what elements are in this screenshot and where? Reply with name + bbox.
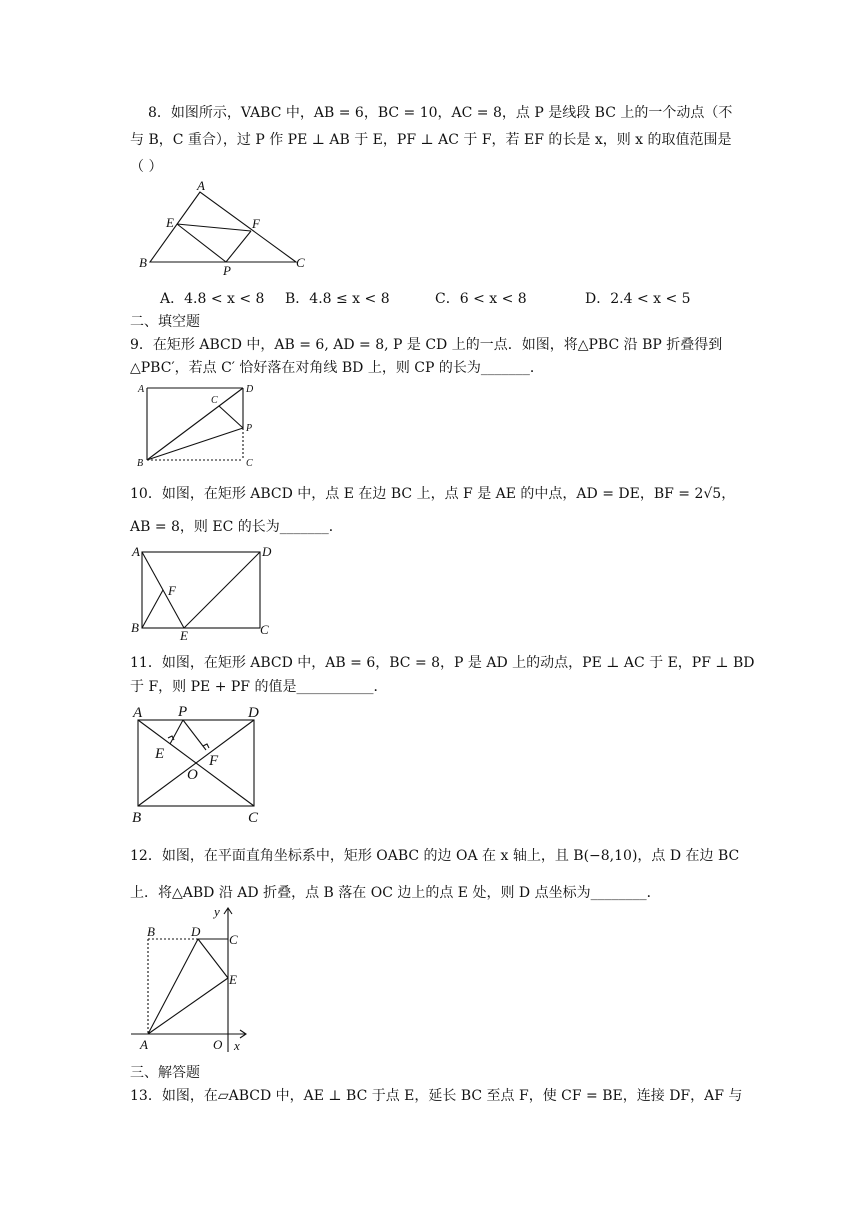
q8-label-f: F [252,216,260,231]
q9-text-line2: △PBC′，若点 C′ 恰好落在对角线 BD 上，则 CP 的长为_______． [130,360,544,376]
q10-label-c: C [260,622,269,637]
q12-label-a: A [140,1037,148,1052]
q10-label-a: A [132,544,140,559]
q8-option-b: B．4.8 ≤ x < 8 [285,291,390,307]
q12-label-d: D [191,924,201,939]
q10-text-line1: 10．如图，在矩形 ABCD 中，点 E 在边 BC 上，点 F 是 AE 的中点，AD = DE，BF = 2√5， [130,486,736,502]
q8-text-line1: 8．如图所示，VABC 中，AB = 6，BC = 10，AC = 8，点 P 是线段 BC 上的一个动点（不 [148,105,733,121]
q12-label-c: C [229,932,238,947]
q12-coordinate-figure [128,902,258,1058]
q8-option-c: C．6 < x < 8 [435,291,527,307]
q11-text-line1: 11．如图，在矩形 ABCD 中，AB = 6，BC = 8，P 是 AD 上的动点，PE ⊥ AC 于 E，PF ⊥ BD [130,655,755,671]
q9-label-a: A [138,384,145,395]
q10-label-f: F [168,583,176,598]
section-fill-in-heading: 二、填空题 [130,314,200,330]
section-solution-heading: 三、解答题 [130,1065,200,1081]
q12-text-line2: 上．将△ABD 沿 AD 折叠，点 B 落在 OC 边上的点 E 处，则 D 点坐标为________． [130,885,661,901]
q8-option-d: D．2.4 < x < 5 [585,291,691,307]
q11-label-a: A [133,705,143,721]
q9-rectangle-figure [135,380,265,470]
q9-label-b: B [137,458,144,469]
q8-label-c: C [296,255,305,270]
q10-label-d: D [262,544,272,559]
q11-label-e: E [155,746,165,762]
q10-rectangle-figure [130,543,280,643]
q9-label-c: C [246,458,253,469]
q12-label-o: O [213,1037,223,1052]
q12-label-y: y [214,904,220,919]
q13-text-line1: 13．如图，在▱ABCD 中，AE ⊥ BC 于点 E，延长 BC 至点 F，使 CF = BE，连接 DF，AF 与 [130,1088,743,1104]
q8-label-e: E [166,215,174,230]
q9-text-line1: 9．在矩形 ABCD 中，AB = 6, AD = 8, P 是 CD 上的一点．如图，将△PBC 沿 BP 折叠得到 [130,337,723,353]
q8-label-a: A [197,178,205,193]
q12-label-x: x [234,1038,240,1053]
q11-label-f: F [209,753,219,769]
q12-text-line1: 12．如图，在平面直角坐标系中，矩形 OABC 的边 OA 在 x 轴上，且 B(−8,10)，点 D 在边 BC [130,848,740,864]
q9-label-c-prime: C [211,395,218,406]
q11-label-o: O [187,767,198,783]
q11-rectangle-figure [128,700,278,826]
q11-label-d: D [248,705,259,721]
q10-label-b: B [131,620,139,635]
q8-text-line2: 与 B，C 重合），过 P 作 PE ⊥ AB 于 E，PF ⊥ AC 于 F，若 EF 的长是 x，则 x 的取值范围是 [130,132,732,148]
q11-label-p: P [178,704,188,720]
q10-text-line2: AB = 8，则 EC 的长为_______． [130,519,343,535]
q8-text-line3: （ ） [130,159,163,175]
q8-option-a: A．4.8 < x < 8 [160,291,265,307]
q10-label-e: E [180,628,188,643]
q9-label-d: D [246,384,254,395]
q8-triangle-figure [136,178,316,278]
q12-label-b: B [147,924,155,939]
q12-label-e: E [229,972,237,987]
q8-label-p: P [223,263,231,278]
q11-text-line2: 于 F，则 PE + PF 的值是___________． [130,679,388,695]
q11-label-b: B [132,810,142,826]
q11-label-c: C [248,810,259,826]
q9-label-p: P [246,423,253,434]
q8-label-b: B [139,255,147,270]
